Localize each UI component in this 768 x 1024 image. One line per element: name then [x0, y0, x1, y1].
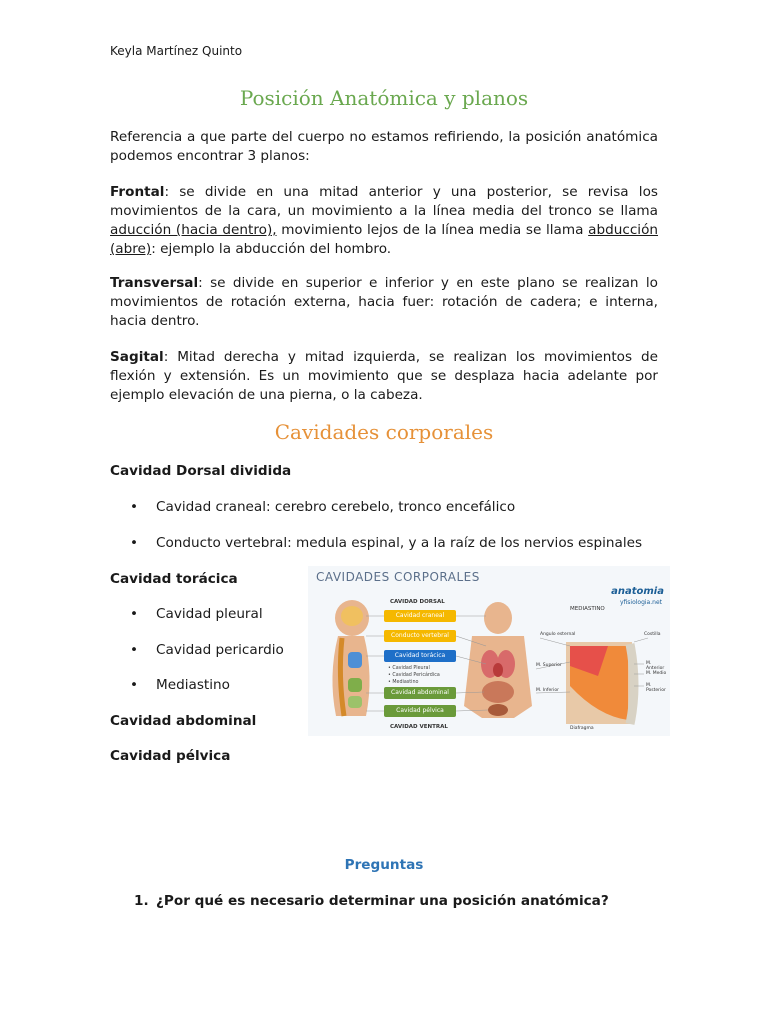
box-abdominal: Cavidad abdominal [384, 687, 456, 699]
abduccion-link: abducción (abre) [110, 222, 659, 257]
toracica-heading: Cavidad torácica [110, 571, 238, 587]
bullet-glyph: • [130, 642, 139, 658]
figure-title: CAVIDADES CORPORALES [316, 570, 480, 584]
bullet-glyph: • [130, 606, 139, 622]
box-toracica: Cavidad torácica [384, 650, 456, 662]
author-name: Keyla Martínez Quinto [110, 44, 243, 58]
dorsal-heading: Cavidad Dorsal dividida [110, 463, 292, 479]
label-m-anterior: M. Anterior [646, 661, 665, 671]
pelvica-heading: Cavidad pélvica [110, 748, 231, 764]
box-pelvica: Cavidad pélvica [384, 705, 456, 717]
side-thorax-shape [348, 652, 362, 668]
ventral-label: CAVIDAD VENTRAL [390, 724, 448, 730]
list-item [130, 606, 263, 622]
cavidades-figure [308, 566, 670, 736]
abdominal-heading: Cavidad abdominal [110, 713, 257, 729]
heart-shape [493, 663, 503, 677]
label-diafragma: Diafragma [570, 726, 594, 731]
main-title: Posición Anatómica y planos [239, 86, 529, 110]
list-item [130, 677, 230, 693]
transversal-text: : se divide en superior e inferior y en este plano se realizan lo movimientos de rotación externa, hacia fuer: rotación de cadera; e interna, hacia dentro. [110, 275, 658, 329]
list-item-text: Conducto vertebral: medula espinal, y a la raíz de los nervios espinales [156, 535, 643, 551]
side-pelvis-shape [348, 696, 362, 708]
side-abdomen-shape [348, 678, 362, 692]
anatomy-illustration [308, 566, 670, 736]
frontal-paragraph [110, 183, 658, 259]
connector-line [634, 638, 648, 642]
list-item [130, 499, 515, 515]
pelvis-shape [488, 704, 508, 716]
intro-paragraph: Referencia a que parte del cuerpo no estamos refiriendo, la posición anatómica podemos encontrar 3 planos: [110, 129, 658, 164]
bullet-glyph: • [130, 499, 139, 515]
aduccion-link: aducción (hacia dentro), [110, 222, 277, 238]
label-m-posterior: M. Posterior [646, 683, 666, 693]
list-item-text: Cavidad pleural [156, 606, 263, 622]
question-text: ¿Por qué es necesario determinar una posición anatómica? [156, 893, 609, 909]
bullet-glyph: • [130, 535, 139, 551]
label-angulo: Angulo esternal [540, 632, 576, 637]
intestine-shape [482, 681, 514, 703]
label-costilla: Costilla [644, 632, 661, 637]
connector-line [540, 638, 570, 646]
question-number: 1. [134, 893, 149, 909]
front-head-shape [484, 602, 512, 634]
figure-logo-sub: yfisiologia.net [619, 599, 662, 606]
box-craneal: Cavidad craneal [384, 610, 456, 622]
transversal-label: Transversal [110, 275, 199, 291]
cavidades-title: Cavidades corporales [274, 420, 494, 444]
list-item-text: Mediastino [156, 677, 230, 693]
bullet-glyph: • [130, 677, 139, 693]
sagital-text: : Mitad derecha y mitad izquierda, se realizan los movimientos de flexión y extensión. Es un movimiento que se desplaza hacia adelante por ejemplo elevación de una pierna, o la cabeza. [110, 349, 658, 403]
frontal-text-b: movimiento lejos de la línea media se llama [276, 222, 589, 238]
sub-pleural: • Cavidad Pleural [388, 666, 430, 671]
preguntas-title: Preguntas [344, 857, 424, 873]
label-m-superior: M. Superior [536, 663, 562, 668]
list-item [130, 535, 642, 551]
sagital-label: Sagital [110, 349, 164, 365]
label-m-medio: M. Medio [646, 671, 667, 676]
list-item-text: Cavidad craneal: cerebro cerebelo, tronco encefálico [156, 499, 516, 515]
figure-logo: anatomia [611, 586, 664, 597]
frontal-label: Frontal [110, 184, 165, 200]
spine-column-shape [630, 644, 634, 724]
mediastino-label: MEDIASTINO [570, 606, 605, 612]
box-vertebral: Conducto vertebral [384, 630, 456, 642]
frontal-text-a: : se divide en una mitad anterior y una posterior, se revisa los movimientos de la cara, un movimiento a la línea media del tronco se llama [110, 184, 658, 219]
frontal-text-c: : ejemplo la abducción del hombro. [151, 241, 392, 257]
transversal-paragraph [110, 274, 658, 331]
list-item [130, 642, 284, 658]
dorsal-label: CAVIDAD DORSAL [390, 599, 445, 605]
sub-pericardica: • Cavidad Pericárdica [388, 673, 440, 678]
list-item-text: Cavidad pericardio [156, 642, 284, 658]
sagital-paragraph [110, 348, 658, 405]
question-item [134, 893, 609, 909]
side-brain-shape [341, 606, 363, 626]
sub-mediastino: • Mediastino [388, 680, 419, 685]
label-m-inferior: M. Inferior [536, 688, 559, 693]
